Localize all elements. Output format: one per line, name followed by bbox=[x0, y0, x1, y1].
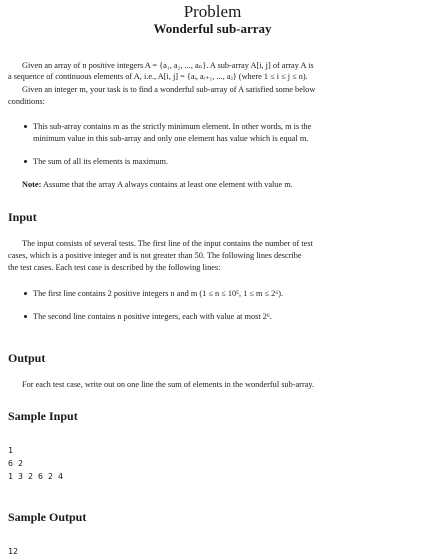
condition-2: The sum of all its elements is maximum. bbox=[33, 157, 169, 166]
intro-line-2: a sequence of continuous elements of A, i.e., A[i, j] = {aᵢ, aᵢ₊₁, ..., aⱼ} (where 1 ≤ i ≤ j ≤ n). bbox=[8, 72, 308, 81]
condition-1-line-1: This sub-array contains m as the strictly minimum element. In other words, m is the bbox=[33, 122, 312, 131]
note-label: Note: bbox=[22, 180, 42, 189]
intro-line-4: conditions: bbox=[8, 97, 45, 106]
sample-output-heading: Sample Output bbox=[8, 510, 87, 524]
bullet-icon bbox=[24, 315, 27, 318]
bullet-icon bbox=[24, 292, 27, 295]
note bbox=[22, 179, 418, 191]
input-line-1: The input consists of several tests. The first line of the input contains the number of test bbox=[22, 239, 313, 248]
note-text: Assume that the array A always contains at least one element with value m. bbox=[42, 180, 293, 189]
input-bullet-1: The first line contains 2 positive integers n and m (1 ≤ n ≤ 10⁵, 1 ≤ m ≤ 2⁶). bbox=[33, 289, 284, 298]
intro-line-3: Given an integer m, your task is to find a wonderful sub-array of A satisfied some below bbox=[22, 85, 316, 94]
input-line-2: cases, which is a positive integer and is not greater than 50. The following lines describe bbox=[8, 251, 302, 260]
page-title: Problem bbox=[183, 2, 242, 21]
input-heading: Input bbox=[8, 210, 37, 224]
sample-input-line-1: 1 bbox=[8, 445, 13, 455]
input-bullet-2: The second line contains n positive integers, each with value at most 2⁶. bbox=[33, 312, 272, 321]
bullet-icon bbox=[24, 160, 27, 163]
output-heading: Output bbox=[8, 351, 46, 365]
input-line-3: the test cases. Each test case is described by the following lines: bbox=[8, 263, 221, 272]
sample-input-heading: Sample Input bbox=[8, 409, 78, 423]
intro-line-1: Given an array of n positive integers A = {a₁, a₂, ..., aₙ}. A sub-array A[i, j] of array A is bbox=[22, 61, 314, 70]
problem-name: Wonderful sub-array bbox=[153, 21, 272, 36]
output-line-1: For each test case, write out on one line the sum of elements in the wonderful sub-array. bbox=[22, 380, 315, 389]
sample-input-line-3: 1 3 2 6 2 4 bbox=[8, 471, 63, 481]
condition-1-line-2: minimum value in this sub-array and only one element has value which is equal m. bbox=[33, 134, 309, 143]
sample-output-line-1: 12 bbox=[8, 546, 18, 556]
sample-input-line-2: 6 2 bbox=[8, 458, 23, 468]
bullet-icon bbox=[24, 125, 27, 128]
